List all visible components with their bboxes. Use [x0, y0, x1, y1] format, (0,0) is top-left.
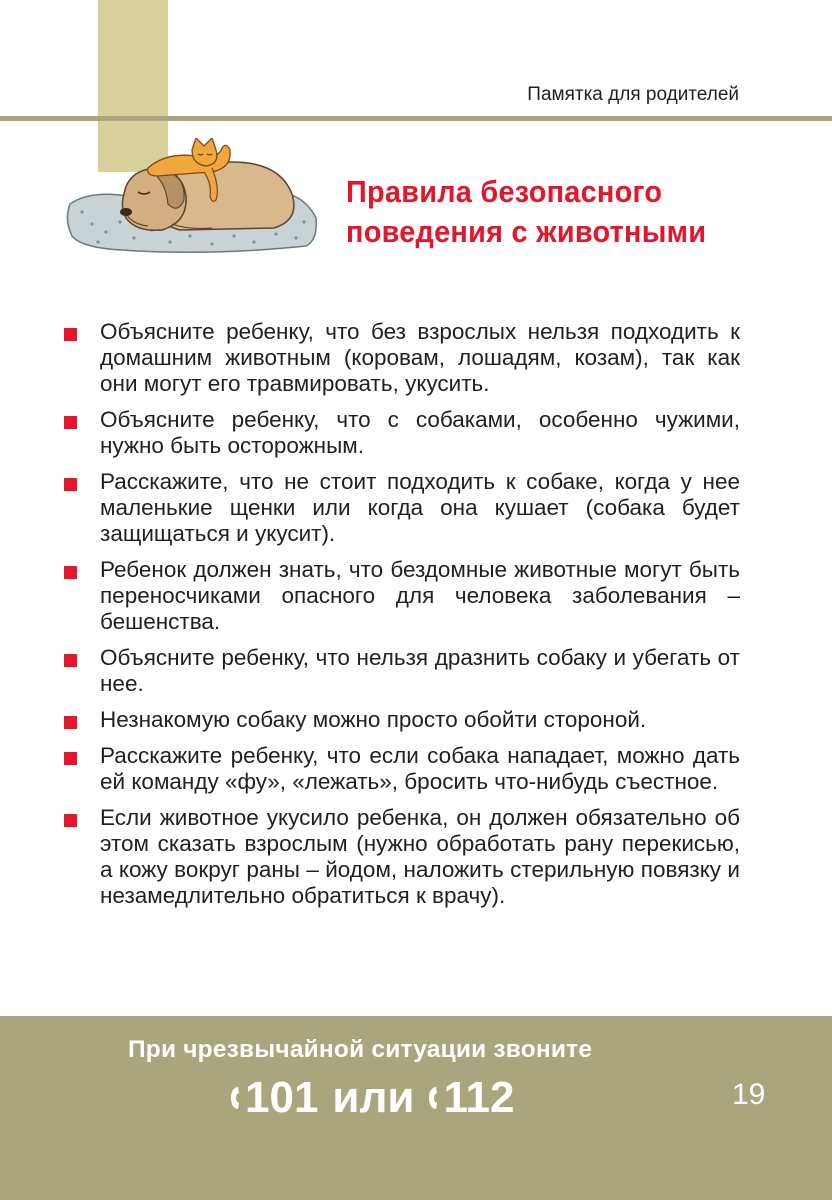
red-square-bullet-icon [64, 654, 77, 667]
header-label: Памятка для родителей [527, 84, 739, 105]
emergency-call-text: При чрезвычайной ситуации звоните [128, 1036, 593, 1063]
list-item [62, 645, 740, 697]
red-square-bullet-icon [64, 566, 77, 579]
red-square-bullet-icon [64, 416, 77, 429]
page-number: 19 [732, 1078, 766, 1111]
emergency-footer [0, 1016, 832, 1200]
tip-text: Если животное укусило ребенка, он должен обязательно об этом сказать взрослым (нужно обработать рану перекисью, а кожу вокруг раны – йодом, наложить стерильную повязку и незамедлительно обратиться к врачу). [100, 805, 740, 908]
page-title-line-1: Правила безопасного [346, 174, 663, 209]
emergency-number-1: 101 [245, 1073, 319, 1122]
list-item [62, 319, 740, 397]
header-rule [0, 116, 832, 121]
emergency-numbers [228, 1071, 514, 1125]
tip-text: Незнакомую собаку можно просто обойти стороной. [100, 707, 647, 732]
list-item [62, 557, 740, 635]
list-item [62, 407, 740, 459]
list-item [62, 805, 740, 909]
red-square-bullet-icon [64, 752, 77, 765]
phone-handset-icon [426, 1085, 440, 1111]
phone-handset-icon [228, 1085, 242, 1111]
emergency-number-2: 112 [443, 1073, 515, 1122]
sleeping-dog-and-cat-illustration [62, 138, 320, 260]
list-item [62, 743, 740, 795]
red-square-bullet-icon [64, 814, 77, 827]
emergency-number-separator: или [332, 1073, 415, 1122]
tip-text: Ребенок должен знать, что бездомные животные могут быть переносчиками опасного для человека заболевания – бешенства. [100, 557, 740, 634]
red-square-bullet-icon [64, 478, 77, 491]
tip-text: Расскажите, что не стоит подходить к собаке, когда у нее маленькие щенки или когда она кушает (собака будет защищаться и укусит). [100, 469, 740, 546]
safety-tips-list [62, 319, 740, 919]
page-title-line-2: поведения с животными [346, 214, 707, 249]
tip-text: Объясните ребенку, что с собаками, особенно чужими, нужно быть осторожным. [100, 407, 740, 458]
page-title [346, 172, 737, 252]
list-item [62, 707, 740, 733]
red-square-bullet-icon [64, 328, 77, 341]
tip-text: Объясните ребенку, что нельзя дразнить собаку и убегать от нее. [100, 645, 740, 696]
red-square-bullet-icon [64, 716, 77, 729]
tip-text: Объясните ребенку, что без взрослых нельзя подходить к домашним животным (коровам, лошадям, козам), так как они могут его травмировать, укусить. [100, 319, 740, 396]
tip-text: Расскажите ребенку, что если собака нападает, можно дать ей команду «фу», «лежать», бросить что-нибудь съестное. [100, 743, 740, 794]
list-item [62, 469, 740, 547]
